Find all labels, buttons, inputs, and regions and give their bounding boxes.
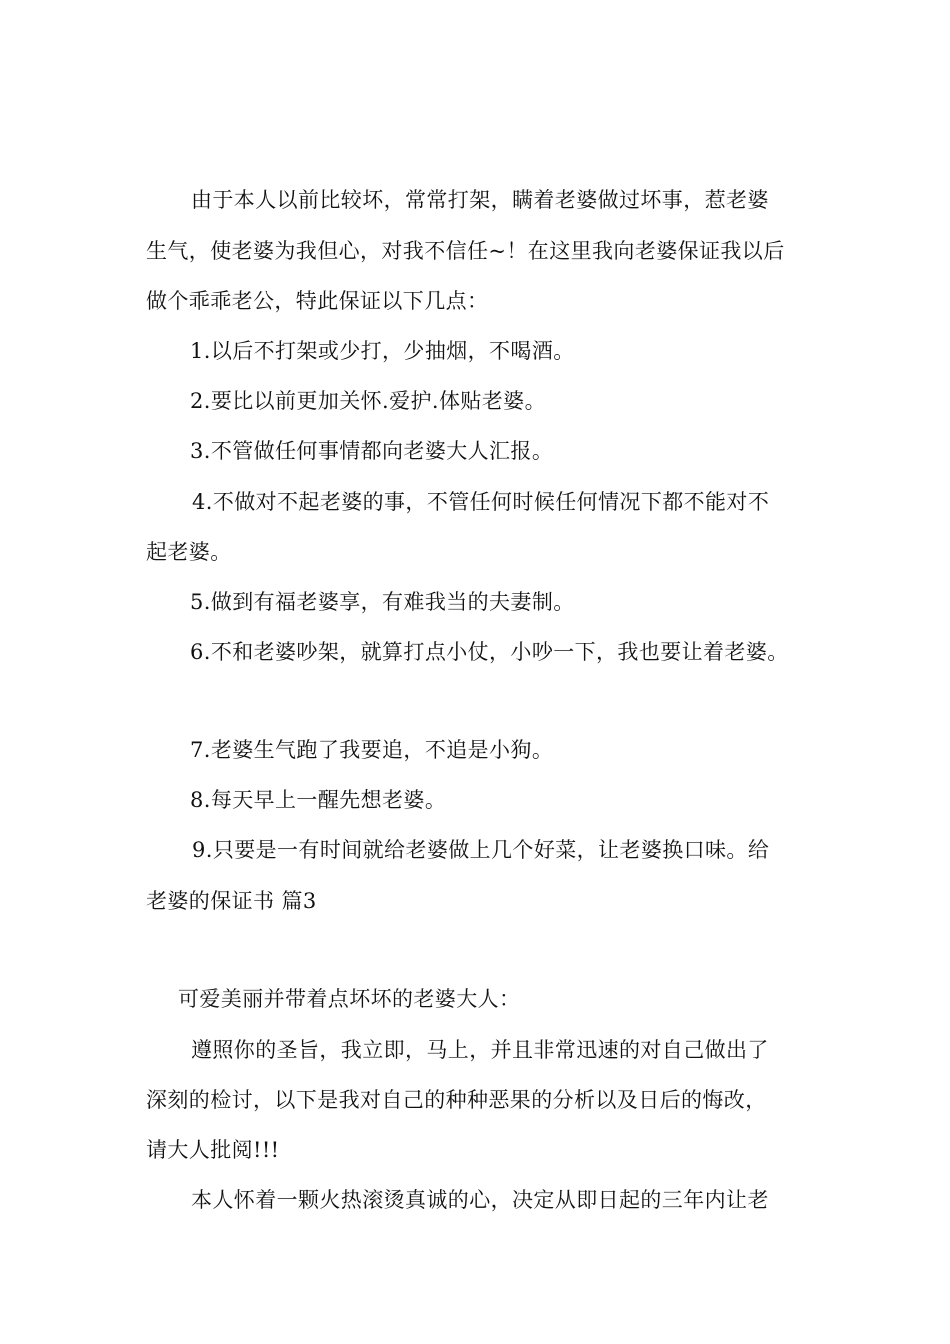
paragraph-line: 遵照你的圣旨，我立即，马上，并且非常迅速的对自己做出了 [191,1038,769,1062]
list-item: 7.老婆生气跑了我要追，不追是小狗。 [190,738,554,762]
list-item: 2.要比以前更加关怀.爱护.体贴老婆。 [190,389,546,413]
list-item: 5.做到有福老婆享，有难我当的夫妻制。 [190,590,575,614]
paragraph-line: 由于本人以前比较坏，常常打架，瞒着老婆做过坏事，惹老婆 [191,188,769,212]
list-item: 1.以后不打架或少打，少抽烟，不喝酒。 [190,339,575,363]
list-item: 8.每天早上一醒先想老婆。 [190,788,447,812]
list-item: 4.不做对不起老婆的事，不管任何时候任何情况下都不能对不 [192,490,770,514]
list-item: 3.不管做任何事情都向老婆大人汇报。 [190,439,554,463]
list-item: 6.不和老婆吵架，就算打点小仗，小吵一下，我也要让着老婆。 [190,640,789,664]
section-heading: 老婆的保证书 篇3 [146,889,317,913]
paragraph-line: 做个乖乖老公，特此保证以下几点： [146,289,489,313]
list-item-continuation: 起老婆。 [146,540,232,564]
paragraph-line: 本人怀着一颗火热滚烫真诚的心，决定从即日起的三年内让老 [191,1188,769,1212]
list-item: 9.只要是一有时间就给老婆做上几个好菜，让老婆换口味。给 [192,838,770,862]
salutation: 可爱美丽并带着点坏坏的老婆大人： [178,987,521,1011]
paragraph-line: 深刻的检讨，以下是我对自己的种种恶果的分析以及日后的悔改， [146,1088,767,1112]
paragraph-line: 请大人批阅!!! [146,1138,280,1162]
paragraph-line: 生气，使老婆为我但心，对我不信任~！在这里我向老婆保证我以后 [146,239,785,263]
